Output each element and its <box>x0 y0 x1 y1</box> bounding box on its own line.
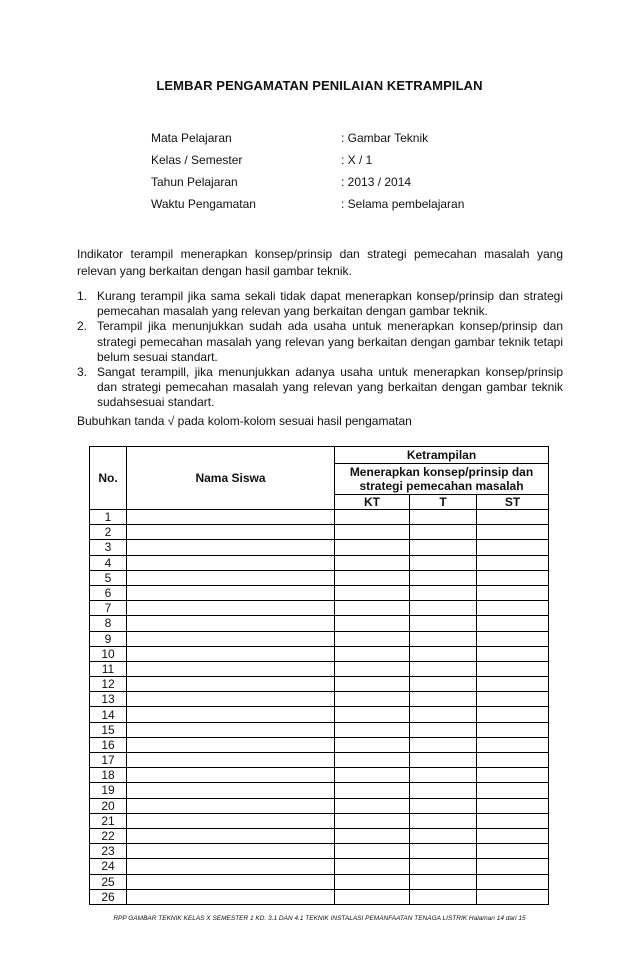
t-cell[interactable] <box>410 737 477 752</box>
name-cell[interactable] <box>127 783 335 798</box>
st-cell[interactable] <box>477 692 549 707</box>
table-row <box>90 737 549 752</box>
st-cell[interactable] <box>477 783 549 798</box>
table-row <box>90 661 549 676</box>
st-cell[interactable] <box>477 813 549 828</box>
kt-cell[interactable] <box>335 692 410 707</box>
row-number: 19 <box>90 783 127 798</box>
row-number: 17 <box>90 753 127 768</box>
row-number: 18 <box>90 768 127 783</box>
st-cell[interactable] <box>477 768 549 783</box>
row-number: 11 <box>90 661 127 676</box>
st-cell[interactable] <box>477 616 549 631</box>
criteria-number: 3. <box>77 365 88 380</box>
t-cell[interactable] <box>410 753 477 768</box>
meta-value: : X / 1 <box>341 153 373 167</box>
t-cell[interactable] <box>410 783 477 798</box>
kt-cell[interactable] <box>335 631 410 646</box>
name-cell[interactable] <box>127 798 335 813</box>
t-cell[interactable] <box>410 616 477 631</box>
instruction-text: Bubuhkan tanda √ pada kolom-kolom sesuai hasil pengamatan <box>77 414 412 428</box>
table-body <box>90 510 549 905</box>
name-cell[interactable] <box>127 874 335 889</box>
name-cell[interactable] <box>127 525 335 540</box>
name-cell[interactable] <box>127 616 335 631</box>
meta-row <box>151 171 464 193</box>
table-row <box>90 692 549 707</box>
row-number: 14 <box>90 707 127 722</box>
header-st: ST <box>477 495 549 510</box>
table-row <box>90 707 549 722</box>
criteria-text: Sangat terampill, jika menunjukkan adanya usaha untuk menerapkan konsep/prinsip dan strategi pemecahan masalah yang relevan yang berkaitan dengan gambar teknik sudahsesuai standart. <box>97 365 563 410</box>
header-ketrampilan: Ketrampilan <box>335 447 549 464</box>
kt-cell[interactable] <box>335 722 410 737</box>
kt-cell[interactable] <box>335 525 410 540</box>
kt-cell[interactable] <box>335 768 410 783</box>
kt-cell[interactable] <box>335 601 410 616</box>
t-cell[interactable] <box>410 692 477 707</box>
kt-cell[interactable] <box>335 859 410 874</box>
st-cell[interactable] <box>477 585 549 600</box>
name-cell[interactable] <box>127 510 335 525</box>
t-cell[interactable] <box>410 525 477 540</box>
kt-cell[interactable] <box>335 555 410 570</box>
meta-value: : Selama pembelajaran <box>341 197 465 211</box>
meta-label: Waktu Pengamatan <box>151 197 256 211</box>
row-number: 15 <box>90 722 127 737</box>
row-number: 26 <box>90 889 127 904</box>
meta-row <box>151 127 464 149</box>
row-number: 12 <box>90 677 127 692</box>
table-row <box>90 525 549 540</box>
st-cell[interactable] <box>477 737 549 752</box>
table-row <box>90 874 549 889</box>
row-number: 10 <box>90 646 127 661</box>
table-row <box>90 768 549 783</box>
name-cell[interactable] <box>127 540 335 555</box>
kt-cell[interactable] <box>335 510 410 525</box>
header-kt: KT <box>335 495 410 510</box>
name-cell[interactable] <box>127 661 335 676</box>
meta-label: Kelas / Semester <box>151 153 243 167</box>
kt-cell[interactable] <box>335 646 410 661</box>
criteria-number: 2. <box>77 319 88 334</box>
name-cell[interactable] <box>127 555 335 570</box>
st-cell[interactable] <box>477 646 549 661</box>
criteria-list <box>77 289 563 411</box>
criteria-text: Terampil jika menunjukkan sudah ada usaha untuk menerapkan konsep/prinsip dan strategi pemecahan masalah yang relevan yang berkaitan dengan gambar teknik tetapi belum sesuai standart. <box>97 319 563 364</box>
name-cell[interactable] <box>127 844 335 859</box>
meta-value: : Gambar Teknik <box>341 131 429 145</box>
name-cell[interactable] <box>127 768 335 783</box>
name-cell[interactable] <box>127 859 335 874</box>
row-number: 8 <box>90 616 127 631</box>
header-skill-description: Menerapkan konsep/prinsip dan strategi pemecahan masalah <box>335 464 549 495</box>
row-number: 9 <box>90 631 127 646</box>
row-number: 5 <box>90 570 127 585</box>
indicator-paragraph: Indikator terampil menerapkan konsep/prinsip dan strategi pemecahan masalah yang relevan yang berkaitan dengan hasil gambar teknik. <box>77 247 563 278</box>
table-row <box>90 753 549 768</box>
st-cell[interactable] <box>477 859 549 874</box>
criteria-item <box>77 289 563 319</box>
row-number: 24 <box>90 859 127 874</box>
kt-cell[interactable] <box>335 798 410 813</box>
table-row <box>90 510 549 525</box>
row-number: 16 <box>90 737 127 752</box>
header-no: No. <box>90 447 127 510</box>
table-row <box>90 828 549 843</box>
kt-cell[interactable] <box>335 616 410 631</box>
st-cell[interactable] <box>477 555 549 570</box>
kt-cell[interactable] <box>335 844 410 859</box>
t-cell[interactable] <box>410 601 477 616</box>
meta-row <box>151 149 464 171</box>
t-cell[interactable] <box>410 510 477 525</box>
criteria-item <box>77 319 563 365</box>
st-cell[interactable] <box>477 570 549 585</box>
row-number: 20 <box>90 798 127 813</box>
t-cell[interactable] <box>410 570 477 585</box>
meta-label: Tahun Pelajaran <box>151 175 238 189</box>
t-cell[interactable] <box>410 813 477 828</box>
kt-cell[interactable] <box>335 707 410 722</box>
st-cell[interactable] <box>477 540 549 555</box>
name-cell[interactable] <box>127 677 335 692</box>
kt-cell[interactable] <box>335 661 410 676</box>
st-cell[interactable] <box>477 601 549 616</box>
kt-cell[interactable] <box>335 813 410 828</box>
kt-cell[interactable] <box>335 585 410 600</box>
page-footer: RPP GAMBAR TEKNIK KELAS X SEMESTER 1 KD. 3.1 DAN 4.1 TEKNIK INSTALASI PEMANFAATAN TENAGA LISTRIK Halaman 14 dari 15 <box>113 915 526 922</box>
row-number: 22 <box>90 828 127 843</box>
st-cell[interactable] <box>477 631 549 646</box>
page-title: LEMBAR PENGAMATAN PENILAIAN KETRAMPILAN <box>156 78 483 93</box>
name-cell[interactable] <box>127 722 335 737</box>
table-row <box>90 798 549 813</box>
name-cell[interactable] <box>127 601 335 616</box>
t-cell[interactable] <box>410 707 477 722</box>
name-cell[interactable] <box>127 813 335 828</box>
t-cell[interactable] <box>410 555 477 570</box>
row-number: 23 <box>90 844 127 859</box>
name-cell[interactable] <box>127 707 335 722</box>
kt-cell[interactable] <box>335 828 410 843</box>
t-cell[interactable] <box>410 646 477 661</box>
t-cell[interactable] <box>410 631 477 646</box>
kt-cell[interactable] <box>335 570 410 585</box>
name-cell[interactable] <box>127 692 335 707</box>
row-number: 6 <box>90 585 127 600</box>
name-cell[interactable] <box>127 631 335 646</box>
st-cell[interactable] <box>477 889 549 904</box>
st-cell[interactable] <box>477 525 549 540</box>
st-cell[interactable] <box>477 753 549 768</box>
st-cell[interactable] <box>477 677 549 692</box>
name-cell[interactable] <box>127 828 335 843</box>
t-cell[interactable] <box>410 722 477 737</box>
table-row <box>90 601 549 616</box>
kt-cell[interactable] <box>335 874 410 889</box>
meta-value: : 2013 / 2014 <box>341 175 412 189</box>
t-cell[interactable] <box>410 768 477 783</box>
st-cell[interactable] <box>477 844 549 859</box>
t-cell[interactable] <box>410 798 477 813</box>
table-row <box>90 585 549 600</box>
criteria-text: Kurang terampil jika sama sekali tidak dapat menerapkan konsep/prinsip dan strategi pemecahan masalah yang relevan yang berkaitan dengan gambar teknik. <box>97 289 563 319</box>
row-number: 7 <box>90 601 127 616</box>
table-row <box>90 844 549 859</box>
name-cell[interactable] <box>127 585 335 600</box>
table-row <box>90 555 549 570</box>
t-cell[interactable] <box>410 828 477 843</box>
meta-block <box>151 127 464 215</box>
table-row <box>90 646 549 661</box>
criteria-item <box>77 365 563 411</box>
kt-cell[interactable] <box>335 753 410 768</box>
row-number: 3 <box>90 540 127 555</box>
table-row <box>90 570 549 585</box>
t-cell[interactable] <box>410 677 477 692</box>
t-cell[interactable] <box>410 844 477 859</box>
table-row <box>90 859 549 874</box>
row-number: 25 <box>90 874 127 889</box>
criteria-number: 1. <box>77 289 88 303</box>
t-cell[interactable] <box>410 540 477 555</box>
t-cell[interactable] <box>410 661 477 676</box>
st-cell[interactable] <box>477 798 549 813</box>
table-row <box>90 889 549 904</box>
table-row <box>90 783 549 798</box>
t-cell[interactable] <box>410 889 477 904</box>
name-cell[interactable] <box>127 570 335 585</box>
t-cell[interactable] <box>410 859 477 874</box>
st-cell[interactable] <box>477 661 549 676</box>
header-t: T <box>410 495 477 510</box>
table-row <box>90 813 549 828</box>
kt-cell[interactable] <box>335 677 410 692</box>
name-cell[interactable] <box>127 646 335 661</box>
row-number: 13 <box>90 692 127 707</box>
kt-cell[interactable] <box>335 737 410 752</box>
table-row <box>90 677 549 692</box>
t-cell[interactable] <box>410 874 477 889</box>
st-cell[interactable] <box>477 828 549 843</box>
name-cell[interactable] <box>127 737 335 752</box>
st-cell[interactable] <box>477 707 549 722</box>
row-number: 2 <box>90 525 127 540</box>
kt-cell[interactable] <box>335 783 410 798</box>
st-cell[interactable] <box>477 722 549 737</box>
kt-cell[interactable] <box>335 540 410 555</box>
t-cell[interactable] <box>410 585 477 600</box>
kt-cell[interactable] <box>335 889 410 904</box>
assessment-table <box>89 446 549 905</box>
table-row <box>90 631 549 646</box>
header-nama-siswa: Nama Siswa <box>127 447 335 510</box>
row-number: 1 <box>90 510 127 525</box>
st-cell[interactable] <box>477 510 549 525</box>
row-number: 4 <box>90 555 127 570</box>
name-cell[interactable] <box>127 753 335 768</box>
table-row <box>90 540 549 555</box>
table-row <box>90 616 549 631</box>
row-number: 21 <box>90 813 127 828</box>
st-cell[interactable] <box>477 874 549 889</box>
meta-row <box>151 193 464 215</box>
name-cell[interactable] <box>127 889 335 904</box>
table-row <box>90 722 549 737</box>
meta-label: Mata Pelajaran <box>151 131 232 145</box>
